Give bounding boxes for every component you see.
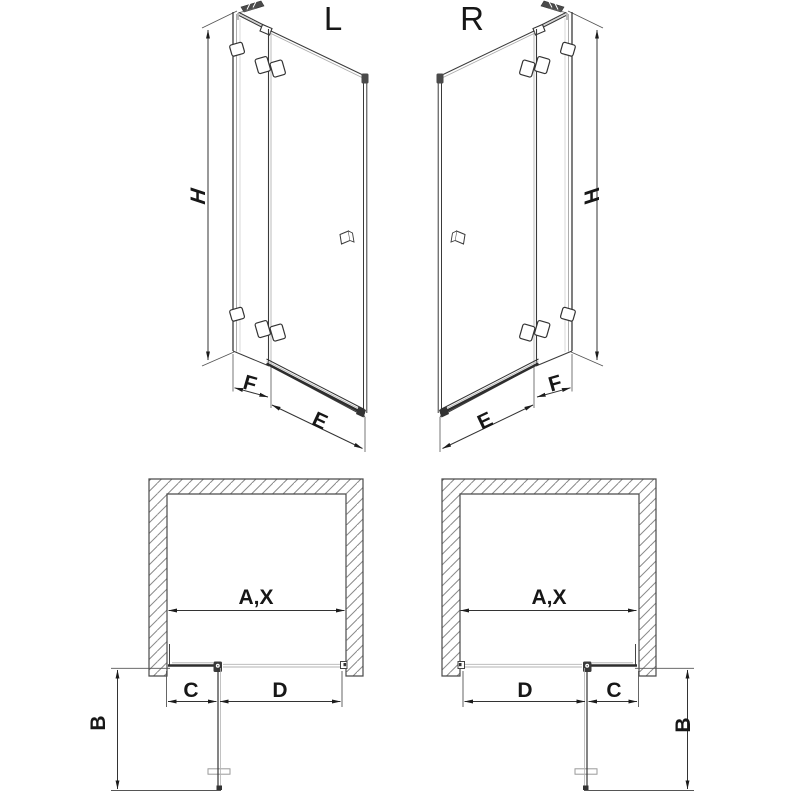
door-left-plan (111, 611, 347, 791)
dim-label-d-left-plan: D (272, 679, 288, 702)
walls-left-plan (149, 479, 363, 676)
top-view-left (186, 0, 368, 452)
dim-label-fixed-left: F (240, 370, 260, 397)
dim-label-b-left-plan: B (87, 715, 110, 731)
plan-view-right (442, 479, 695, 791)
door-right-plan (458, 611, 694, 791)
dim-label-door-right: E (474, 407, 497, 435)
dim-label-fixed-right: F (545, 370, 565, 397)
dim-label-b-right-plan: B (672, 717, 695, 733)
dim-label-c-right-plan: C (606, 679, 622, 702)
dim-label-width-right-plan: A,X (531, 586, 567, 609)
variant-label-right: R (460, 0, 484, 37)
dim-label-width-left-plan: A,X (238, 586, 274, 609)
dim-label-height-right: H (580, 184, 604, 208)
dim-label-height-left: H (186, 184, 210, 208)
plan-view-left (87, 479, 363, 791)
top-view-right (437, 0, 604, 452)
dim-label-c-left-plan: C (183, 679, 199, 702)
door-axonometric-right (437, 1, 604, 452)
variant-label-left: L (323, 0, 343, 37)
door-axonometric-left (202, 1, 369, 452)
dim-label-d-right-plan: D (517, 679, 533, 702)
walls-right-plan (442, 479, 656, 676)
dim-label-door-left: E (308, 407, 331, 435)
